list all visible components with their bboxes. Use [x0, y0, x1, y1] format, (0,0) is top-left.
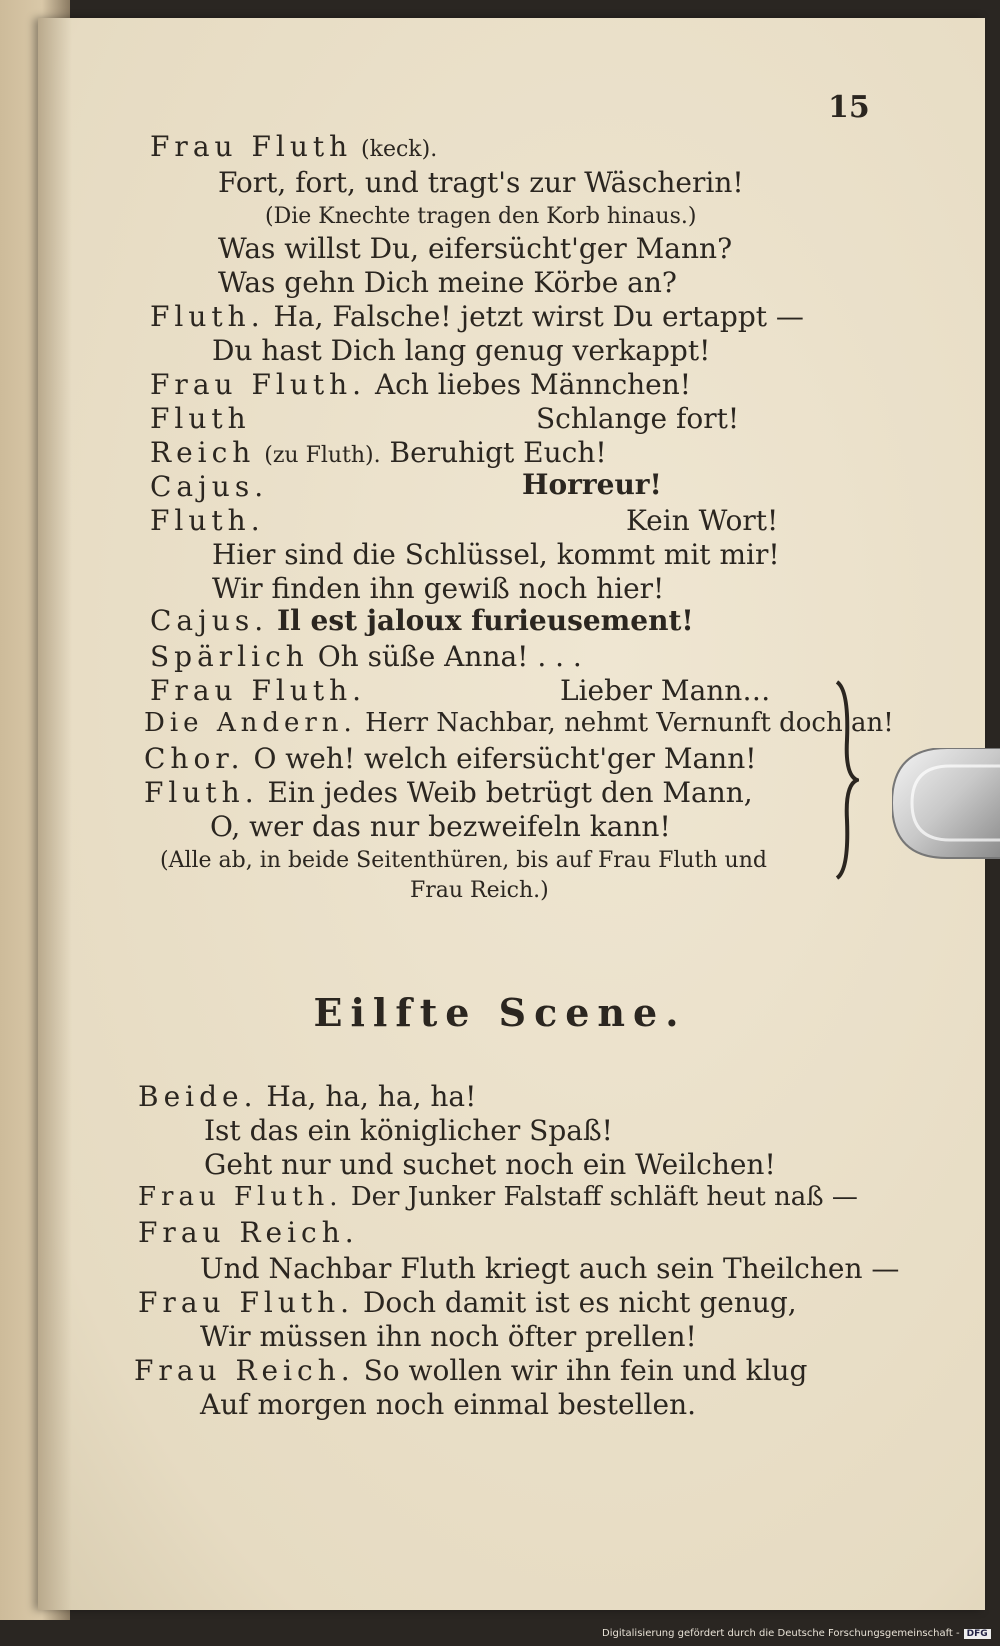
scene-heading: Eilfte Scene. — [313, 990, 687, 1035]
dialogue-text: Oh süße Anna! . . . — [317, 640, 582, 673]
page-clip — [892, 748, 1000, 868]
dialogue-line: Wir müssen ihn noch öfter prellen! — [200, 1320, 697, 1353]
dialogue-line: Was willst Du, eifersücht'ger Mann? — [218, 232, 733, 265]
dialogue-line — [150, 300, 804, 333]
speaker-name: Fluth. — [150, 504, 265, 537]
dialogue-line: O, wer das nur bezweifeln kann! — [210, 810, 671, 843]
dialogue-line — [150, 640, 582, 673]
dialogue-line: Wir finden ihn gewiß noch hier! — [212, 572, 665, 605]
stage-direction: (Alle ab, in beide Seitenthüren, bis auf Frau Fluth und — [160, 848, 767, 873]
stage-direction: (zu Fluth). — [264, 443, 381, 468]
speaker-name: Chor. — [144, 742, 245, 775]
speaker-name: Frau Reich. — [134, 1354, 355, 1387]
page-gutter-shadow — [38, 18, 72, 1610]
dialogue-text: Ein jedes Weib betrügt den Mann, — [267, 776, 753, 809]
speaker-name: Frau Fluth — [150, 130, 353, 163]
speaker-name: Cajus. — [150, 470, 269, 503]
dialogue-line — [138, 1286, 797, 1319]
dialogue-text: Ha, Falsche! jetzt wirst Du ertappt — — [273, 300, 804, 333]
dialogue-line: Auf morgen noch einmal bestellen. — [200, 1388, 697, 1421]
stage-direction: Frau Reich.) — [410, 878, 549, 903]
dialogue-line: Geht nur und suchet noch ein Weilchen! — [204, 1148, 776, 1181]
dialogue-text: Ach liebes Männchen! — [374, 368, 692, 401]
speaker-name: Frau Fluth. — [150, 674, 367, 707]
dialogue-line: Hier sind die Schlüssel, kommt mit mir! — [212, 538, 780, 571]
dialogue-text: Ha, ha, ha, ha! — [266, 1080, 477, 1113]
dialogue-line — [150, 604, 694, 637]
speaker-name: Die Andern. — [144, 708, 357, 738]
dialogue-line — [138, 1080, 476, 1113]
digitization-credit — [602, 1628, 991, 1639]
dialogue-text: O weh! welch eifersücht'ger Mann! — [253, 742, 757, 775]
dialogue-text: Il est jaloux furieusement! — [277, 604, 694, 637]
dialogue-line — [144, 776, 753, 809]
dialogue-line: Was gehn Dich meine Körbe an? — [218, 266, 677, 299]
dialogue-line — [138, 1182, 858, 1212]
page-number: 15 — [828, 90, 870, 125]
speaker-name: Frau Fluth. — [138, 1286, 355, 1319]
dialogue-line — [150, 436, 607, 469]
speaker-name: Fluth. — [150, 300, 265, 333]
dialogue-text: Der Junker Falstaff schläft heut naß — — [350, 1182, 858, 1212]
dialogue-line: Fort, fort, und tragt's zur Wäscherin! — [218, 166, 744, 199]
credit-text: Digitalisierung gefördert durch die Deutsche Forschungsgemeinschaft - — [602, 1628, 960, 1639]
speaker-name: Fluth. — [144, 776, 259, 809]
dialogue-line — [144, 742, 757, 775]
dialogue-text: Beruhigt Euch! — [389, 436, 607, 469]
dialogue-text: Herr Nachbar, nehmt Vernunft doch an! — [365, 708, 894, 738]
dialogue-line: Ist das ein königlicher Spaß! — [204, 1114, 613, 1147]
dialogue-line: Und Nachbar Fluth kriegt auch sein Theilchen — — [200, 1252, 900, 1285]
dialogue-line — [150, 130, 437, 163]
speaker-name: Cajus. — [150, 604, 269, 637]
speaker-name: Frau Fluth. — [150, 368, 367, 401]
speaker-name: Frau Fluth. — [138, 1182, 343, 1212]
dialogue-text: Schlange fort! — [536, 402, 740, 435]
stage-direction: (Die Knechte tragen den Korb hinaus.) — [265, 204, 697, 229]
dialogue-line: Du hast Dich lang genug verkappt! — [212, 334, 711, 367]
dialogue-line — [134, 1354, 807, 1387]
speaker-name: Frau Reich. — [138, 1216, 359, 1249]
dialogue-text: Horreur! — [522, 468, 662, 501]
ensemble-brace — [835, 680, 859, 880]
speaker-name: Spärlich — [150, 640, 309, 673]
speaker-name: Fluth — [150, 402, 251, 435]
speaker-name: Beide. — [138, 1080, 258, 1113]
dialogue-text: Kein Wort! — [626, 504, 779, 537]
speaker-name: Reich — [150, 436, 256, 469]
dialogue-line — [144, 708, 894, 738]
dfg-logo: DFG — [964, 1629, 991, 1639]
dialogue-line — [150, 368, 691, 401]
dialogue-text: Lieber Mann… — [560, 674, 771, 707]
dialogue-text: So wollen wir ihn fein und klug — [363, 1354, 808, 1387]
stage-direction: (keck). — [361, 137, 438, 162]
dialogue-text: Doch damit ist es nicht genug, — [362, 1286, 797, 1319]
